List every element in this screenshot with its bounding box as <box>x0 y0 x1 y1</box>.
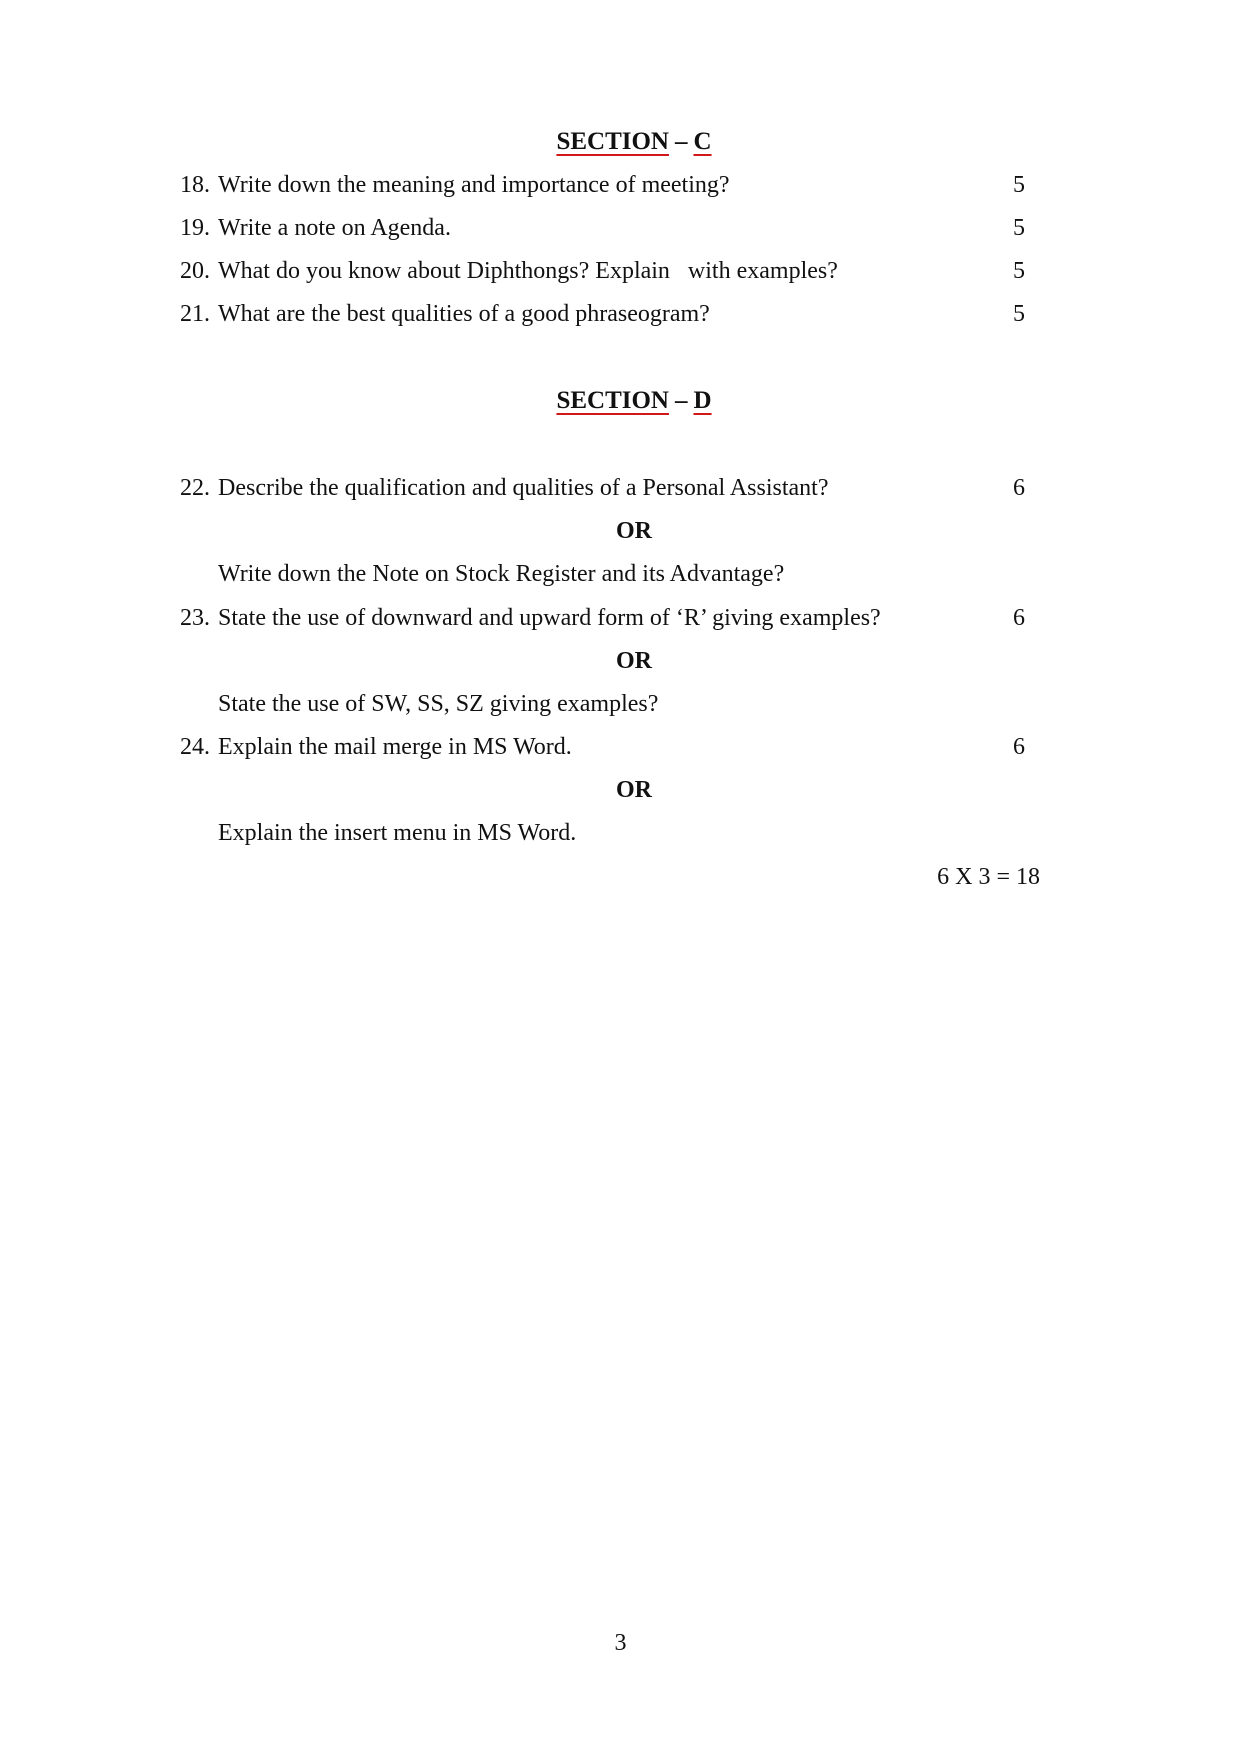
section-d-label: SECTION <box>556 387 669 414</box>
section-d-total: 6 X 3 = 18 <box>937 864 1040 890</box>
question-22-alternative: Write down the Note on Stock Register and its Advantage? <box>218 561 785 587</box>
section-c-heading <box>0 127 1241 157</box>
section-c-letter: C <box>693 128 712 155</box>
question-text: Write down the meaning and importance of meeting? <box>218 172 730 198</box>
question-18-marks: 5 <box>1013 172 1025 198</box>
question-24-or: OR <box>616 777 652 803</box>
question-number: 24. <box>180 734 210 760</box>
question-23-or: OR <box>616 648 652 674</box>
page-number: 3 <box>614 1630 627 1656</box>
question-19 <box>180 213 451 243</box>
question-21 <box>180 299 710 329</box>
question-number: 23. <box>180 605 210 631</box>
question-text: What do you know about Diphthongs? Explain with examples? <box>218 258 838 284</box>
question-text: What are the best qualities of a good phraseogram? <box>218 301 710 327</box>
question-text: Describe the qualification and qualities of a Personal Assistant? <box>218 475 829 501</box>
question-24-alternative: Explain the insert menu in MS Word. <box>218 820 577 846</box>
question-text: State the use of downward and upward form of ‘R’ giving examples? <box>218 605 881 631</box>
question-number: 20. <box>180 258 210 284</box>
question-number: 22. <box>180 475 210 501</box>
section-d-letter: D <box>693 387 712 414</box>
section-c-label: SECTION <box>556 128 669 155</box>
question-number: 19. <box>180 215 210 241</box>
question-number: 18. <box>180 172 210 198</box>
question-22-marks: 6 <box>1013 475 1025 501</box>
question-22 <box>180 473 829 503</box>
question-21-marks: 5 <box>1013 301 1025 327</box>
question-20 <box>180 256 838 286</box>
question-18 <box>180 170 730 200</box>
question-text: Write a note on Agenda. <box>218 215 451 241</box>
question-20-marks: 5 <box>1013 258 1025 284</box>
question-22-or: OR <box>616 518 652 544</box>
question-number: 21. <box>180 301 210 327</box>
question-23-alternative: State the use of SW, SS, SZ giving examples? <box>218 691 659 717</box>
question-24 <box>180 732 572 762</box>
question-text: Explain the mail merge in MS Word. <box>218 734 572 760</box>
question-23 <box>180 603 881 633</box>
section-c-dash: – <box>674 128 688 155</box>
section-d-heading <box>0 386 1241 416</box>
section-d-dash: – <box>674 387 688 414</box>
question-23-marks: 6 <box>1013 605 1025 631</box>
question-24-marks: 6 <box>1013 734 1025 760</box>
question-19-marks: 5 <box>1013 215 1025 241</box>
